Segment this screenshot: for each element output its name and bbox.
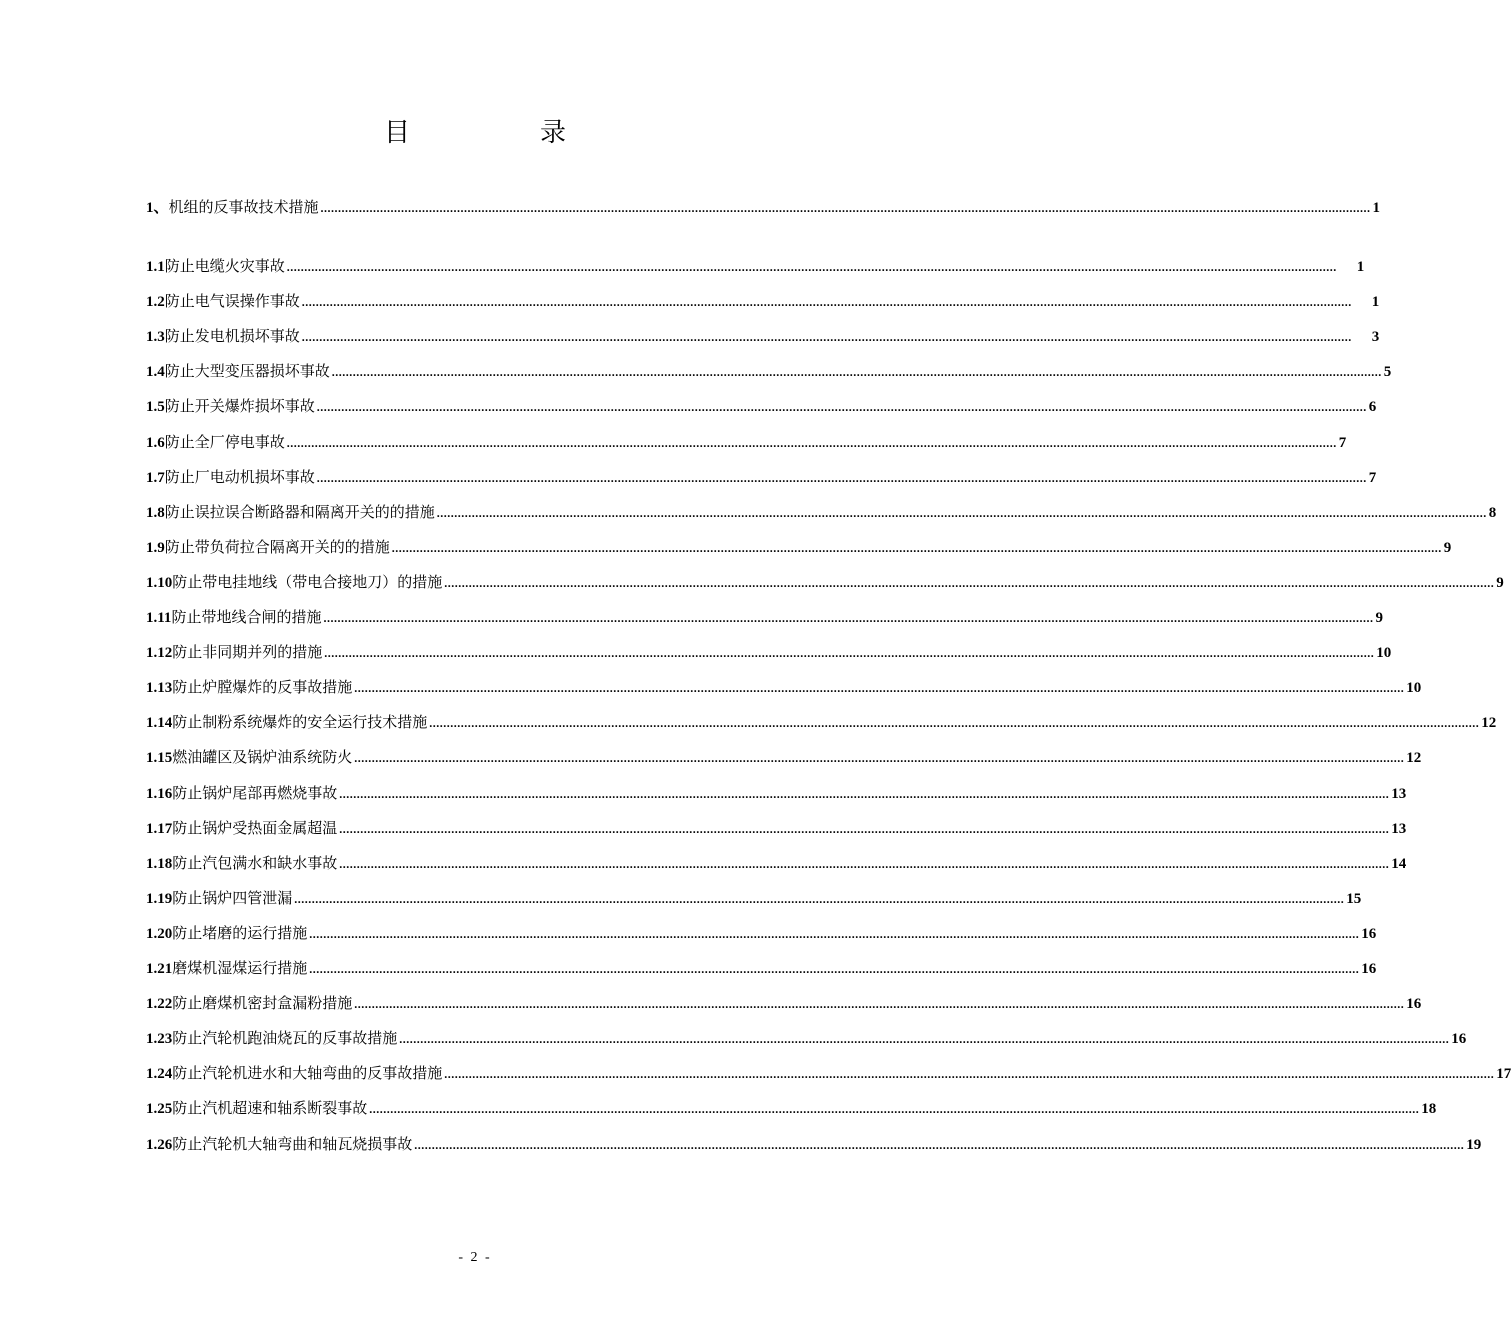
toc-entry-number: 1.4: [146, 364, 165, 380]
toc-entry-page: 12: [1406, 750, 1422, 766]
toc-entry[interactable]: [146, 537, 1452, 558]
toc-entry-label: 防止全厂停电事故: [164, 433, 285, 451]
toc-entry[interactable]: [146, 747, 1422, 768]
toc-entry-number: 1.23: [146, 1031, 173, 1047]
toc-entry-number: 1.13: [146, 680, 173, 696]
toc-entry-number: 1.21: [146, 961, 173, 977]
toc-entry-label: 防止锅炉尾部再燃烧事故: [172, 784, 338, 802]
toc-entry-number: 1.5: [146, 399, 165, 415]
toc-entry[interactable]: [146, 818, 1407, 839]
toc-entry-page: 16: [1361, 961, 1377, 977]
toc-entry-page: 17: [1496, 1066, 1511, 1082]
toc-entry-label: 燃油罐区及锅炉油系统防火: [172, 748, 353, 766]
toc-leader-dots: ............................................................................................................................................................................................................................................................................................................: [294, 892, 1345, 906]
toc-entry[interactable]: [146, 326, 1380, 347]
toc-entry-label: 防止炉膛爆炸的反事故措施: [172, 678, 353, 696]
toc-entry[interactable]: [146, 396, 1377, 417]
toc-entry-number: 1.3: [146, 329, 165, 345]
toc-leader-dots: ............................................................................................................................................................................................................................................................................................................: [354, 997, 1405, 1011]
toc-leader-dots: ............................................................................................................................................................................................................................................................................................................: [286, 436, 1337, 450]
toc-entry[interactable]: [146, 853, 1407, 874]
toc-leader-dots: ............................................................................................................................................................................................................................................................................................................: [331, 365, 1382, 379]
toc-entry-number: 1.14: [146, 715, 173, 731]
toc-entry-label: 防止汽轮机进水和大轴弯曲的反事故措施: [172, 1064, 443, 1082]
toc-chapter-number: 1、: [146, 200, 169, 216]
toc-chapter-page: 1: [1372, 200, 1381, 216]
toc-entry[interactable]: [146, 888, 1362, 909]
toc-entry-number: 1.17: [146, 821, 173, 837]
toc-entry[interactable]: [146, 1098, 1437, 1119]
toc-entry[interactable]: [146, 677, 1422, 698]
toc-entry-page: 9: [1443, 540, 1452, 556]
toc-entry[interactable]: [146, 607, 1383, 628]
toc-entry-number: 1.10: [146, 575, 173, 591]
toc-entry-page: 12: [1481, 715, 1497, 731]
toc-leader-dots: ............................................................................................................................................................................................................................................................................................................: [324, 646, 1375, 660]
toc-leader-dots: ............................................................................................................................................................................................................................................................................................................: [339, 787, 1390, 801]
toc-leader-dots: ............................................................................................................................................................................................................................................................................................................: [444, 1067, 1495, 1081]
toc-entry[interactable]: [146, 572, 1504, 593]
toc-entry-number: 1.6: [146, 435, 165, 451]
toc-entry-page: 5: [1383, 364, 1392, 380]
toc-entry-page: 13: [1391, 786, 1407, 802]
toc-entry-label: 防止发电机损坏事故: [164, 327, 300, 345]
toc-entry-page: 14: [1391, 856, 1407, 872]
toc-entry[interactable]: [146, 958, 1377, 979]
toc-leader-dots: ............................................................................................................................................................................................................................................................................................................: [301, 295, 1352, 309]
toc-entry[interactable]: [146, 256, 1365, 277]
toc-entry-label: 防止锅炉四管泄漏: [172, 889, 293, 907]
toc-entry-number: 1.7: [146, 470, 165, 486]
toc-entry-page: 18: [1421, 1101, 1437, 1117]
toc-leader-dots: ............................................................................................................................................................................................................................................................................................................: [339, 857, 1390, 871]
toc-leader-dots: ............................................................................................................................................................................................................................................................................................................: [354, 681, 1405, 695]
toc-entry-label: 防止制粉系统爆炸的安全运行技术措施: [172, 713, 428, 731]
toc-entry-label: 防止厂电动机损坏事故: [164, 468, 315, 486]
toc-leader-dots: ............................................................................................................................................................................................................................................................................................................: [339, 822, 1390, 836]
toc-entry-page: 16: [1406, 996, 1422, 1012]
toc-leader-dots: ............................................................................................................................................................................................................................................................................................................: [316, 471, 1367, 485]
toc-entry-page: 10: [1406, 680, 1422, 696]
toc-leader-dots: ............................................................................................................................................................................................................................................................................................................: [316, 400, 1367, 414]
toc-entry-page: 8: [1488, 505, 1497, 521]
toc-entry[interactable]: [146, 1028, 1467, 1049]
toc-leader-dots: ............................................................................................................................................................................................................................................................................................................: [320, 201, 1371, 215]
toc-entry-label: 防止带地线合闸的措施: [171, 608, 322, 626]
toc-entry-number: 1.20: [146, 926, 173, 942]
page-number: - 2 -: [458, 1250, 492, 1265]
toc-leader-dots: ............................................................................................................................................................................................................................................................................................................: [414, 1138, 1465, 1152]
toc-entry-number: 1.22: [146, 996, 173, 1012]
toc-entry[interactable]: [146, 923, 1377, 944]
toc-entry-label: 防止大型变压器损坏事故: [164, 362, 330, 380]
toc-entry-label: 防止堵磨的运行措施: [172, 924, 308, 942]
toc-title: 目 录: [383, 118, 618, 148]
toc-leader-dots: ............................................................................................................................................................................................................................................................................................................: [323, 611, 1374, 625]
toc-leader-dots: ............................................................................................................................................................................................................................................................................................................: [429, 716, 1480, 730]
toc-leader-dots: ............................................................................................................................................................................................................................................................................................................: [436, 506, 1487, 520]
toc-entry[interactable]: [146, 1063, 1511, 1084]
toc-leader-dots: ............................................................................................................................................................................................................................................................................................................: [301, 330, 1352, 344]
toc-entry[interactable]: [146, 432, 1347, 453]
toc-entry-label: 防止开关爆炸损坏事故: [164, 397, 315, 415]
toc-entry-page: 19: [1466, 1137, 1482, 1153]
toc-entry-number: 1.25: [146, 1101, 173, 1117]
toc-entry-number: 1.15: [146, 750, 173, 766]
toc-entry-label: 防止锅炉受热面金属超温: [172, 819, 338, 837]
toc-entry-label: 防止汽轮机大轴弯曲和轴瓦烧损事故: [172, 1135, 413, 1153]
toc-entry-label: 防止电缆火灾事故: [164, 257, 285, 275]
toc-leader-dots: ............................................................................................................................................................................................................................................................................................................: [309, 927, 1360, 941]
toc-entry[interactable]: [146, 291, 1380, 312]
toc-leader-dots: ............................................................................................................................................................................................................................................................................................................: [309, 962, 1360, 976]
toc-entry-page: 9: [1375, 610, 1383, 626]
toc-leader-dots: ............................................................................................................................................................................................................................................................................................................: [286, 260, 1337, 274]
toc-entry-number: 1.1: [146, 259, 165, 275]
toc-entry-label: 防止磨煤机密封盒漏粉措施: [172, 994, 353, 1012]
toc-entry[interactable]: [146, 993, 1422, 1014]
toc-entry-number: 1.18: [146, 856, 173, 872]
toc-entry-page: 15: [1346, 891, 1362, 907]
toc-entry-number: 1.9: [146, 540, 165, 556]
toc-entry[interactable]: [146, 642, 1392, 663]
toc-entry-label: 防止电气误操作事故: [164, 292, 300, 310]
toc-entry-page: 6: [1368, 399, 1377, 415]
toc-entry[interactable]: [146, 361, 1392, 382]
toc-entry[interactable]: [146, 783, 1407, 804]
toc-entry-number: 1.12: [146, 645, 173, 661]
toc-entry-number: 1.11: [146, 610, 172, 626]
toc-entry[interactable]: [146, 1134, 1482, 1155]
toc-entry-label: 防止汽包满水和缺水事故: [172, 854, 338, 872]
toc-entry-label: 防止汽机超速和轴系断裂事故: [172, 1099, 368, 1117]
toc-entry-label: 磨煤机湿煤运行措施: [172, 959, 308, 977]
toc-entry-page: 16: [1451, 1031, 1467, 1047]
toc-entry-number: 1.19: [146, 891, 173, 907]
toc-entry-number: 1.26: [146, 1137, 173, 1153]
toc-leader-dots: ............................................................................................................................................................................................................................................................................................................: [399, 1032, 1450, 1046]
toc-entry[interactable]: [146, 712, 1497, 733]
toc-entry-page: 13: [1391, 821, 1407, 837]
toc-entry-number: 1.24: [146, 1066, 173, 1082]
toc-entry[interactable]: [146, 467, 1377, 488]
toc-entry-page: 3: [1371, 329, 1380, 345]
toc-chapter-label: 机组的反事故技术措施: [168, 198, 319, 216]
toc-entry-number: 1.16: [146, 786, 173, 802]
toc-entry[interactable]: [146, 502, 1497, 523]
toc-entry-page: 16: [1361, 926, 1377, 942]
toc-entry-label: 防止误拉误合断路器和隔离开关的的措施: [164, 503, 435, 521]
toc-leader-dots: ............................................................................................................................................................................................................................................................................................................: [444, 576, 1495, 590]
toc-entry-label: 防止带负荷拉合隔离开关的的措施: [164, 538, 390, 556]
toc-entry-number: 1.2: [146, 294, 165, 310]
toc-entry-page: 10: [1376, 645, 1392, 661]
toc-leader-dots: ............................................................................................................................................................................................................................................................................................................: [391, 541, 1442, 555]
toc-entry-page: 1: [1356, 259, 1365, 275]
toc-entry-page: 1: [1371, 294, 1380, 310]
toc-entry-label: 防止带电挂地线（带电合接地刀）的措施: [172, 573, 443, 591]
toc-entry-label: 防止汽轮机跑油烧瓦的反事故措施: [172, 1029, 398, 1047]
toc-entry-number: 1.8: [146, 505, 165, 521]
toc-entry-page: 7: [1368, 470, 1377, 486]
toc-entry-page: 9: [1496, 575, 1504, 591]
toc-chapter-entry[interactable]: [146, 197, 1381, 218]
toc-leader-dots: ............................................................................................................................................................................................................................................................................................................: [369, 1102, 1420, 1116]
toc-leader-dots: ............................................................................................................................................................................................................................................................................................................: [354, 751, 1405, 765]
toc-entry-label: 防止非同期并列的措施: [172, 643, 323, 661]
toc-entry-page: 7: [1338, 435, 1347, 451]
